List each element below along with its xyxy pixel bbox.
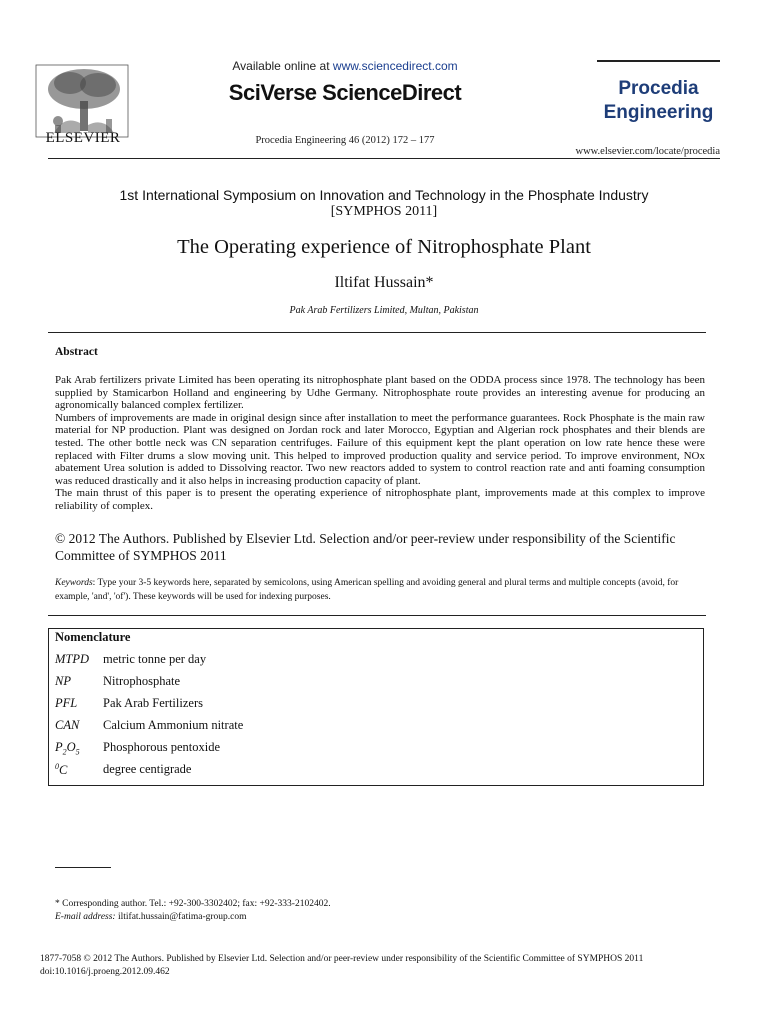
journal-top-rule — [597, 60, 720, 62]
available-online-line — [220, 59, 470, 73]
article-title: The Operating experience of Nitrophosphate Plant — [177, 236, 591, 258]
nomenclature-symbol: CAN — [55, 718, 80, 732]
abstract-top-rule — [48, 332, 706, 333]
nomenclature-symbol-text: $^0$C — [55, 762, 68, 778]
header-divider — [48, 158, 720, 159]
corresponding-author-note: * Corresponding author. Tel.: +92-300-3302402; fax: +92-333-2102402. — [55, 899, 331, 909]
nomenclature-symbol: NP — [55, 674, 71, 688]
nomenclature-definition: Pak Arab Fertilizers — [103, 696, 203, 710]
nomenclature-definition: Nitrophosphate — [103, 674, 181, 688]
abstract-paragraph-2: Numbers of improvements are made in original design since after installation to meet the performance guarantees. Rock Phosphate is the main raw material for NP production. Plant was designed on Jordan rock and later Morocco, Egyptian and Algerian rock phosphates and their blends are tested. The other bottle neck was CN separation centrifuges. Failure of this equipment kept the plant operation on low rate hence these were replaced with Filter drums a slow moving unit. This helped to improved production quality and service period. To improve environment, NOx abatement Urea solution is added to Dissolving reactor. Two new reactors added to system to control reaction rate and anti foaming consumption was reduced drastically and it also helps in increasing production capacity of plant. — [55, 411, 705, 487]
nomenclature-heading: Nomenclature — [55, 630, 131, 644]
nomenclature-symbol — [55, 740, 95, 757]
article-author: Iltifat Hussain* — [334, 274, 434, 291]
nomenclature-symbol-text: $P_2O_5$ — [55, 740, 80, 757]
sciverse-brand: SciVerse ScienceDirect — [228, 80, 462, 105]
nomenclature-definition: degree centigrade — [103, 762, 192, 776]
footnote-rule — [55, 867, 111, 868]
abstract-bottom-rule — [48, 615, 706, 616]
abstract-heading: Abstract — [55, 346, 98, 358]
journal-url-link[interactable]: www.elsevier.com/locate/procedia — [575, 146, 720, 157]
abstract-paragraph-1: Pak Arab fertilizers private Limited has been operating its nitrophosphate plant based on the ODDA process since 1978. The technology has been supplied by Stamicarbon Holland and engineering by Udhe Germany. Nitrophosphate route provides an interesting avenue for producing an agronomically balanced complex fertilizer. — [55, 374, 705, 412]
nomenclature-symbol: PFL — [55, 696, 78, 710]
nomenclature-definition: Calcium Ammonium nitrate — [103, 718, 244, 732]
publisher-logo-text: ELSEVIER — [45, 130, 121, 146]
footer-copyright: 1877-7058 © 2012 The Authors. Published by Elsevier Ltd. Selection and/or peer-review under responsibility of the Scientific Committee of SYMPHOS 2011 — [40, 954, 644, 964]
journal-name — [597, 77, 720, 125]
nomenclature-definition: metric tonne per day — [103, 652, 207, 666]
copyright-statement: © 2012 The Authors. Published by Elsevier Ltd. Selection and/or peer-review under responsibility of the Scientific Committee of SYMPHOS 2011 — [55, 531, 676, 563]
email-label: E-mail address: — [55, 912, 116, 922]
footer-doi[interactable]: doi:10.1016/j.proeng.2012.09.462 — [40, 967, 170, 977]
keywords-block — [55, 576, 705, 604]
email-line — [55, 912, 247, 922]
journal-name-line2: Engineering — [603, 102, 714, 123]
nomenclature-symbol: MTPD — [55, 652, 90, 666]
conference-name: 1st International Symposium on Innovation and Technology in the Phosphate Industry — [119, 187, 649, 203]
journal-citation: Procedia Engineering 46 (2012) 172 – 177 — [255, 135, 435, 146]
nomenclature-definition: Phosphorous pentoxide — [103, 740, 221, 754]
keywords-text: : Type your 3-5 keywords here, separated by semicolons, using American spelling and avoiding general and plural terms and multiple concepts (avoid, for example, 'and', 'of'). These keywords will be used for indexing purposes. — [55, 578, 679, 602]
keywords-label: Keywords — [55, 578, 93, 588]
sciencedirect-link[interactable]: www.sciencedirect.com — [332, 59, 458, 73]
abstract-body — [55, 374, 705, 513]
journal-name-line1: Procedia — [618, 78, 699, 99]
nomenclature-symbol — [55, 762, 95, 778]
abstract-paragraph-3: The main thrust of this paper is to present the operating experience of nitrophosphate plant, improvements made at this complex to improve reliability of complex. — [55, 487, 705, 512]
conference-acronym: [SYMPHOS 2011] — [330, 204, 438, 219]
available-prefix: Available online at — [232, 59, 333, 73]
email-address[interactable]: iltifat.hussain@fatima-group.com — [115, 912, 247, 922]
author-affiliation: Pak Arab Fertilizers Limited, Multan, Pakistan — [289, 305, 479, 316]
